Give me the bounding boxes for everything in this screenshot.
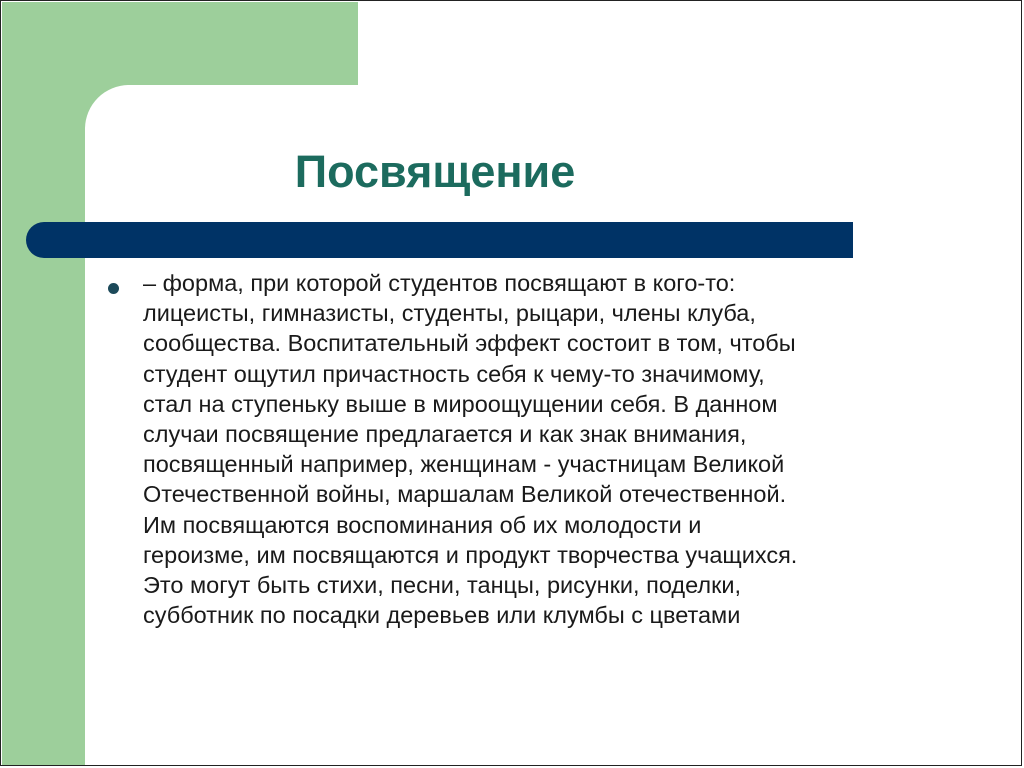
slide-title: Посвящение [294,146,576,197]
bullet-dot-icon [108,283,119,294]
bullet-line: субботник по посадки деревьев или клумбы с цветами [143,602,741,629]
bullet-line: студент ощутил причастность себя к чему-то значимому, [143,360,765,387]
bullet-line: Отечественной войны, маршалам Великой отечественной. [143,481,787,508]
bullet-text [143,268,933,630]
bullet-line: стал на ступеньку выше в мироощущении себя. В данном [143,390,778,417]
bullet-line: – форма, при которой студентов посвящают в кого-то: [143,270,736,296]
bullet-line: лицеисты, гимназисты, студенты, рыцари, члены клуба, [143,300,756,327]
bullet-line: случаи посвящение предлагается и как знак внимания, [143,421,747,448]
bullet-line: героизме, им посвящаются и продукт творчества учащихся. [143,541,798,568]
title-divider-bar [26,222,853,258]
bullet-line: сообщества. Воспитательный эффект состоит в том, чтобы [143,330,796,357]
bullet-line: Им посвящаются воспоминания об их молодости и [143,511,702,538]
bullet-line: посвященный например, женщинам - участницам Великой [143,451,785,478]
bullet-line: Это могут быть стихи, песни, танцы, рисунки, поделки, [143,572,742,599]
